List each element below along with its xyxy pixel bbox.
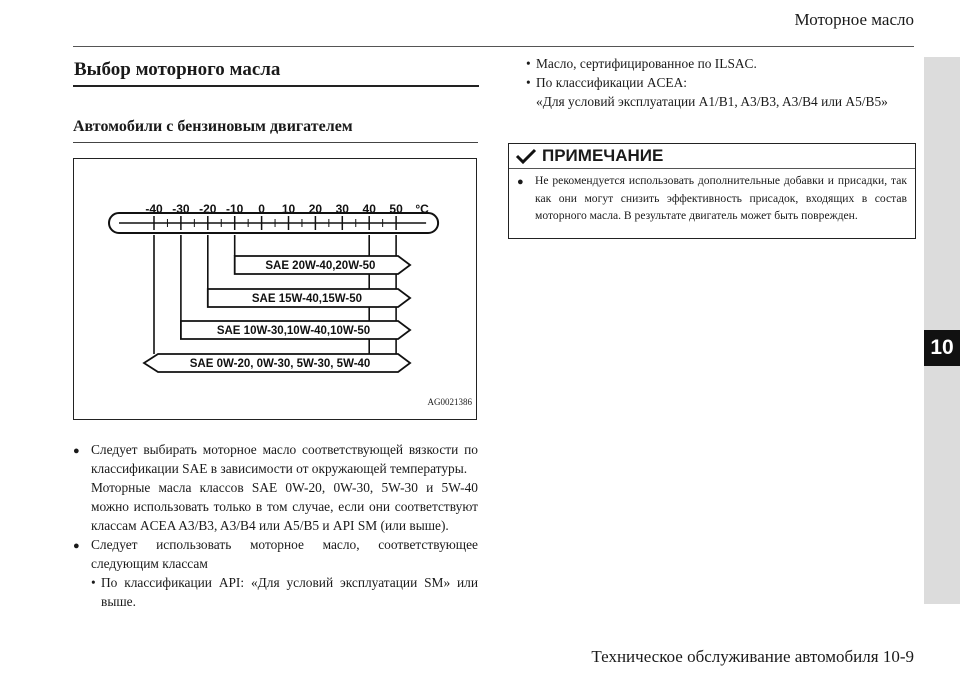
header-title: Моторное масло	[794, 10, 914, 29]
bullet-item	[73, 440, 478, 478]
temperature-unit: °C	[415, 202, 429, 216]
sub-bullet-text: Масло, сертифицированное по ILSAC.	[536, 56, 757, 71]
small-dot-icon: •	[526, 56, 531, 71]
temperature-tick-label: -30	[172, 202, 190, 216]
note-box	[508, 143, 916, 239]
small-dot-icon: •	[526, 75, 531, 90]
sub-bullet-text: По классификации API: «Для условий эксплуатации SM» или выше.	[101, 575, 478, 609]
note-title: ПРИМЕЧАНИЕ	[542, 146, 664, 165]
subsection-heading: Автомобили с бензиновым двигателем	[73, 118, 478, 143]
temperature-tick-label: 40	[362, 202, 376, 216]
left-column-text	[73, 440, 478, 611]
chapter-number[interactable]: 10	[924, 330, 960, 366]
small-dot-icon: •	[91, 575, 96, 590]
bullet-dot-icon: ●	[73, 445, 80, 457]
note-body	[517, 172, 907, 225]
temperature-tick-label: -40	[145, 202, 163, 216]
temperature-tick-label: -20	[199, 202, 217, 216]
bullet-text: Следует использовать моторное масло, соответствующее следующим классам	[91, 537, 478, 571]
temperature-tick-label: 50	[389, 202, 403, 216]
sub-bullet-item	[508, 73, 914, 92]
sub-bullet-continuation: «Для условий эксплуатации A1/B1, A3/B3, A3/B4 или A5/B5»	[536, 94, 888, 109]
bullet-text: Следует выбирать моторное масло соответствующей вязкости по классификации SAE в зависимости от окружающей температуры.	[91, 442, 478, 476]
temperature-tick-label: 0	[258, 202, 265, 216]
bullet-dot-icon: ●	[517, 176, 524, 188]
section-heading: Выбор моторного масла	[73, 55, 479, 87]
bullet-item	[73, 535, 478, 573]
viscosity-bar-label: SAE 20W-40,20W-50	[265, 260, 376, 272]
sub-bullet-item	[73, 573, 478, 611]
figure-code: AG0021386	[427, 397, 472, 407]
temperature-tick-label: 20	[308, 202, 323, 216]
sub-bullet-text: По классификации ACEA:	[536, 75, 688, 90]
note-text: Не рекомендуется использовать дополнительные добавки и присадки, так как они могут снизить эффективность присадок, входящих в состав моторного масла. В результате двигатель может быть поврежден.	[535, 174, 907, 222]
sub-bullet-item	[508, 54, 914, 73]
temperature-tick-label: 30	[335, 202, 349, 216]
viscosity-bar-label: SAE 0W-20, 0W-30, 5W-30, 5W-40	[189, 358, 371, 370]
oil-viscosity-figure	[73, 158, 477, 420]
viscosity-bar-label: SAE 15W-40,15W-50	[251, 293, 363, 305]
viscosity-chart	[74, 159, 476, 419]
right-column-text	[508, 54, 914, 111]
footer-text: Техническое обслуживание автомобиля 10-9	[591, 647, 914, 666]
note-header	[515, 146, 663, 166]
note-bullet-item	[517, 172, 907, 225]
checkmark-icon	[515, 147, 537, 165]
bullet-dot-icon: ●	[73, 540, 80, 552]
paragraph-text: Моторные масла классов SAE 0W-20, 0W-30, 5W-30 и 5W-40 можно использовать только в том случае, если они соответствуют классам ACEA A3/B3, A3/B4 или A5/B5 и API SM (или выше).	[91, 480, 478, 533]
viscosity-bar-label: SAE 10W-30,10W-40,10W-50	[216, 325, 371, 337]
header-rule	[73, 46, 914, 47]
temperature-tick-label: 10	[281, 202, 296, 216]
temperature-tick-label: -10	[226, 202, 244, 216]
note-divider	[509, 168, 915, 169]
